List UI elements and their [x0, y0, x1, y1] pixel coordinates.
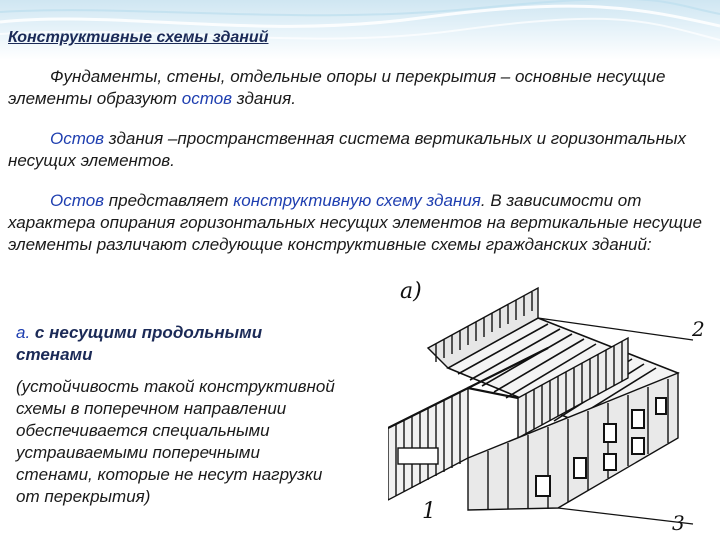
callout-3: 3	[672, 511, 685, 535]
keyword-frame: Остов	[50, 191, 105, 210]
keyword-frame: Остов	[50, 129, 105, 148]
paragraph-text: здания –пространственная система вертикальных и горизонтальных несущих элементов.	[8, 129, 686, 170]
keyword-structural-scheme: конструктивную схему здания	[233, 191, 481, 210]
section-a	[16, 322, 336, 508]
section-a-marker: а.	[16, 323, 31, 342]
keyword-frame: остов	[181, 89, 233, 108]
end-wall-left	[388, 388, 468, 500]
paragraph-text: . В зависимости от характера опирания горизонтальных несущих элементов на вертикальные несущие элементы различают следующие конструктивные схемы гражданских зданий:	[8, 191, 702, 254]
paragraph-frame-definition	[8, 128, 716, 172]
building-frame-illustration	[388, 278, 718, 540]
section-a-heading	[16, 322, 336, 366]
figure-label: а)	[400, 279, 422, 304]
paragraph-structural-scheme	[8, 190, 716, 256]
paragraph-load-bearing-elements	[8, 66, 716, 110]
callout-2: 2	[692, 317, 705, 341]
paragraph-text: здания.	[232, 89, 296, 108]
paragraph-text: Фундаменты, стены, отдельные опоры и перекрытия – основные несущие элементы образуют	[8, 67, 666, 108]
section-a-title: с несущими продольными стенами	[16, 323, 263, 364]
paragraph-text: представляет	[104, 191, 234, 210]
callout-1: 1	[422, 499, 436, 524]
page-title: Конструктивные схемы зданий	[8, 29, 269, 46]
section-a-note: (устойчивость такой конструктивной схемы в поперечном направлении обеспечивается специальными устраиваемыми поперечными стенами, которые не несут нагрузки от перекрытия)	[16, 377, 335, 506]
